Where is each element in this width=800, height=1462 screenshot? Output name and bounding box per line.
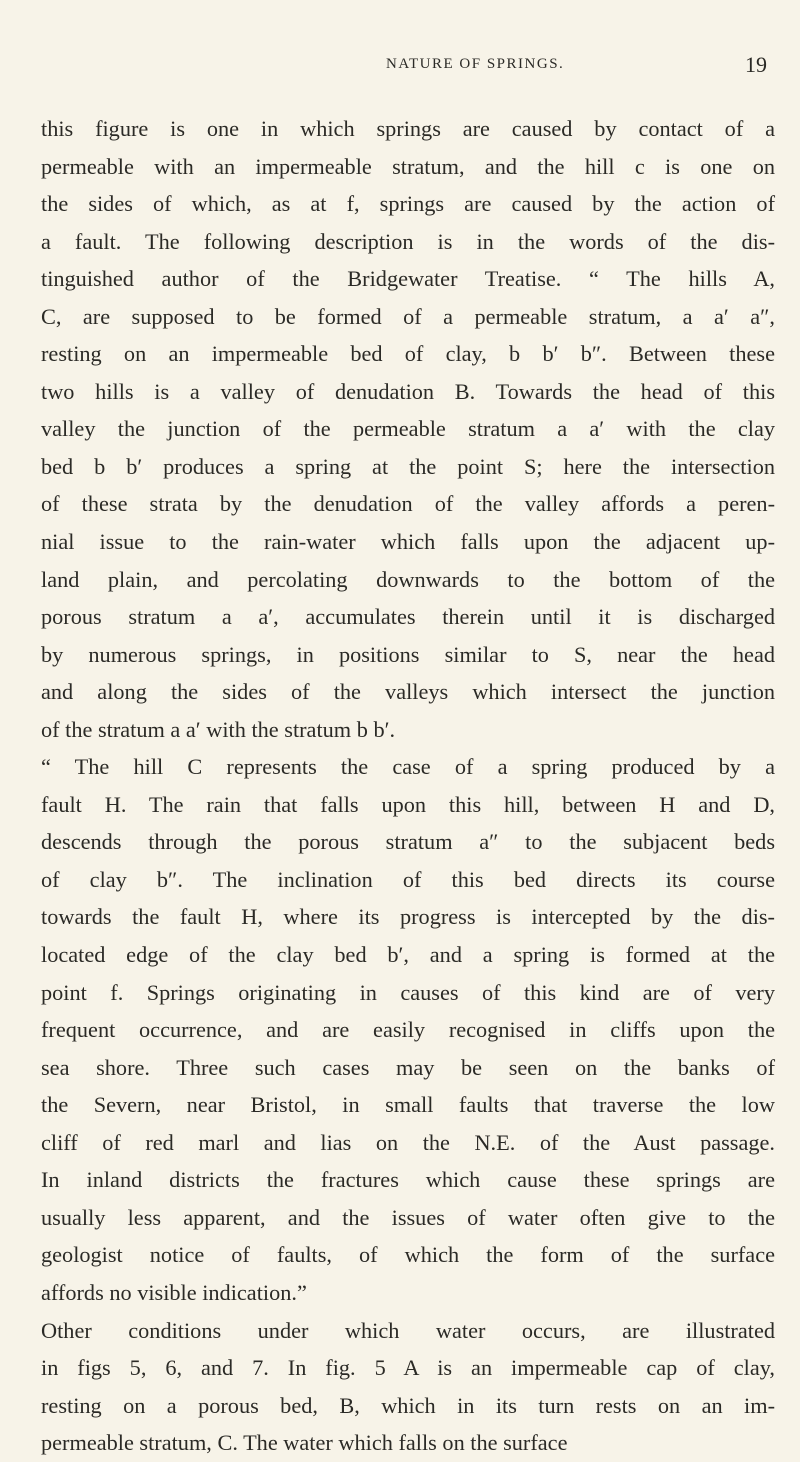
- text-line: cliff of red marl and lias on the N.E. of the Aust passage.: [41, 1129, 775, 1155]
- text-line: geologist notice of faults, of which the form of the surface: [41, 1242, 775, 1268]
- text-line: porous stratum a a′, accumulates therein until it is discharged: [41, 604, 775, 630]
- text-line: towards the fault H, where its progress is intercepted by the dis-: [41, 904, 775, 930]
- text-line: In inland districts the fractures which cause these springs are: [41, 1167, 775, 1193]
- running-head: [0, 50, 800, 80]
- running-title: NATURE OF SPRINGS.: [386, 56, 565, 72]
- text-line: nial issue to the rain-water which falls upon the adjacent up-: [41, 529, 775, 555]
- text-line: fault H. The rain that falls upon this hill, between H and D,: [41, 791, 775, 817]
- body-text: [41, 110, 775, 1462]
- text-line: the sides of which, as at f, springs are caused by the action of: [41, 191, 775, 217]
- text-line: a fault. The following description is in the words of the dis-: [41, 228, 775, 254]
- page-number: 19: [745, 52, 767, 77]
- text-line: C, are supposed to be formed of a permeable stratum, a a′ a″,: [41, 303, 775, 329]
- text-line: the Severn, near Bristol, in small faults that traverse the low: [41, 1092, 775, 1118]
- text-line: two hills is a valley of denudation B. Towards the head of this: [41, 378, 775, 404]
- text-line: usually less apparent, and the issues of water often give to the: [41, 1204, 775, 1230]
- text-line: by numerous springs, in positions similar to S, near the head: [41, 641, 775, 667]
- text-line: sea shore. Three such cases may be seen on the banks of: [41, 1054, 775, 1080]
- text-line: permeable with an impermeable stratum, and the hill c is one on: [41, 153, 775, 179]
- text-line: of these strata by the denudation of the valley affords a peren-: [41, 491, 775, 517]
- text-line: this figure is one in which springs are caused by contact of a: [41, 116, 775, 141]
- text-line: resting on a porous bed, B, which in its turn rests on an im-: [41, 1392, 775, 1418]
- text-line: of clay b″. The inclination of this bed directs its course: [41, 866, 775, 892]
- text-line: “ The hill C represents the case of a spring produced by a: [41, 754, 775, 780]
- text-line: and along the sides of the valleys which intersect the junction: [41, 679, 775, 705]
- text-line: Other conditions under which water occurs, are illustrated: [41, 1317, 775, 1343]
- text-line: land plain, and percolating downwards to the bottom of the: [41, 566, 775, 592]
- text-line: bed b b′ produces a spring at the point S; here the intersection: [41, 453, 775, 479]
- text-line: frequent occurrence, and are easily recognised in cliffs upon the: [41, 1017, 775, 1043]
- text-line: located edge of the clay bed b′, and a spring is formed at the: [41, 942, 775, 968]
- text-line: point f. Springs originating in causes of this kind are of very: [41, 979, 775, 1005]
- text-line: resting on an impermeable bed of clay, b b′ b″. Between these: [41, 341, 775, 367]
- text-line: in figs 5, 6, and 7. In fig. 5 A is an impermeable cap of clay,: [41, 1355, 775, 1381]
- text-line: descends through the porous stratum a″ to the subjacent beds: [41, 829, 775, 855]
- text-line: permeable stratum, C. The water which falls on the surface: [41, 1430, 568, 1456]
- text-line: valley the junction of the permeable stratum a a′ with the clay: [41, 416, 775, 442]
- text-line: tinguished author of the Bridgewater Treatise. “ The hills A,: [41, 266, 775, 292]
- text-line: of the stratum a a′ with the stratum b b′.: [41, 716, 396, 742]
- text-line: affords no visible indication.”: [41, 1279, 307, 1305]
